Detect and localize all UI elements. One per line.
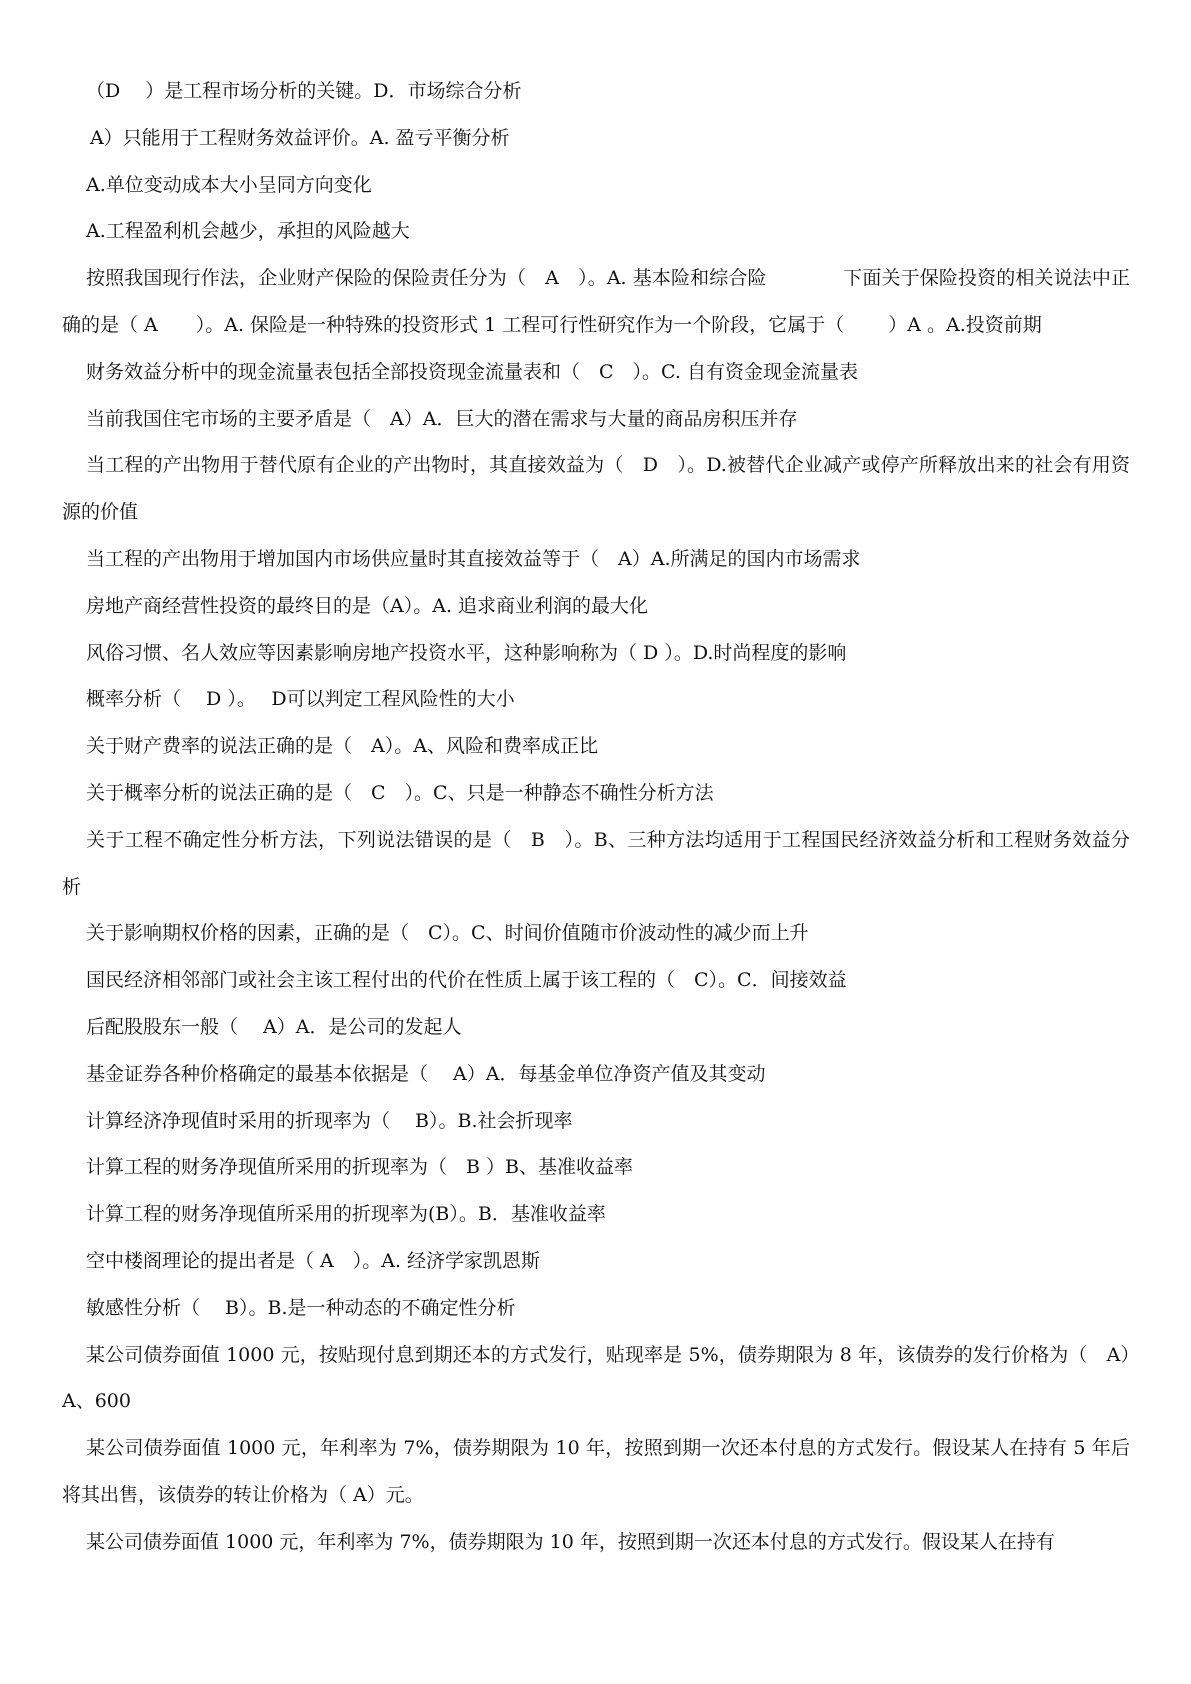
paragraph: 空中楼阁理论的提出者是（ A ）。A. 经济学家凯恩斯	[86, 1249, 541, 1272]
paragraph: A.工程盈利机会越少，承担的风险越大	[86, 220, 410, 243]
paragraph: 财务效益分析中的现金流量表包括全部投资现金流量表和（ C ）。C. 自有资金现金流量表	[86, 360, 858, 383]
paragraph: 基金证券各种价格确定的最基本依据是（ A）A．每基金单位净资产值及其变动	[86, 1062, 766, 1085]
paragraph: 计算工程的财务净现值所采用的折现率为(B）。B．基准收益率	[86, 1203, 606, 1226]
paragraph: 当前我国住宅市场的主要矛盾是（ A）A．巨大的潜在需求与大量的商品房积压并存	[86, 407, 798, 430]
paragraph: 计算经济净现值时采用的折现率为（ B）。B.社会折现率	[86, 1109, 573, 1132]
paragraph: 当工程的产出物用于增加国内市场供应量时其直接效益等于（ A）A.所满足的国内市场需求	[86, 547, 861, 570]
paragraph: 后配股股东一般（ A）A．是公司的发起人	[86, 1015, 462, 1038]
paragraph: 当工程的产出物用于替代原有企业的产出物时，其直接效益为（ D ）。D.被替代企业减产或停产所释放出来的社会有用资源的价值	[62, 454, 1130, 524]
document-body	[62, 68, 1130, 1566]
paragraph: 关于工程不确定性分析方法，下列说法错误的是（ B ）。B、三种方法均适用于工程国民经济效益分析和工程财务效益分析	[62, 828, 1130, 898]
paragraph: 风俗习惯、名人效应等因素影响房地产投资水平，这种影响称为（ D ）。D.时尚程度的影响	[86, 641, 847, 664]
paragraph: 关于影响期权价格的因素，正确的是（ C）。C、时间价值随市价波动性的减少而上升	[86, 922, 809, 945]
paragraph: 敏感性分析（ B）。B.是一种动态的不确定性分析	[86, 1296, 516, 1319]
paragraph: 某公司债券面值 1000 元，年利率为 7%，债券期限为 10 年，按照到期一次还本付息的方式发行。假设某人在持有 5 年后将其出售，该债券的转让价格为（ A）元。	[62, 1437, 1130, 1506]
paragraph: 按照我国现行作法，企业财产保险的保险责任分为（ A ）。A. 基本险和综合险 下面关于保险投资的相关说法中正确的是（ A ）。A. 保险是一种特殊的投资形式 1 工程可行性研究作为一个阶段，它属于（ ）A 。A.投资前期	[62, 267, 1130, 336]
paragraph: 关于财产费率的说法正确的是（ A）。A、风险和费率成正比	[86, 735, 598, 758]
paragraph: 某公司债券面值 1000 元，按贴现付息到期还本的方式发行，贴现率是 5%，债券期限为 8 年，该债券的发行价格为（ A）A、600	[62, 1343, 1130, 1413]
paragraph: 国民经济相邻部门或社会主该工程付出的代价在性质上属于该工程的（ C）。C．间接效益	[86, 969, 847, 992]
paragraph: 计算工程的财务净现值所采用的折现率为（ B ）B、基准收益率	[86, 1156, 633, 1179]
paragraph: 概率分析（ D ）。 D可以判定工程风险性的大小	[86, 688, 515, 711]
paragraph: A.单位变动成本大小呈同方向变化	[86, 173, 372, 196]
paragraph: A）只能用于工程财务效益评价。A. 盈亏平衡分析	[90, 126, 510, 149]
paragraph: 房地产商经营性投资的最终目的是（A）。A. 追求商业利润的最大化	[86, 594, 649, 617]
paragraph: （D ）是工程市场分析的关键。D．市场综合分析	[86, 80, 522, 102]
paragraph: 关于概率分析的说法正确的是（ C ）。C、只是一种静态不确性分析方法	[86, 781, 714, 804]
paragraph: 某公司债券面值 1000 元，年利率为 7%，债券期限为 10 年，按照到期一次还本付息的方式发行。假设某人在持有	[86, 1530, 1055, 1553]
